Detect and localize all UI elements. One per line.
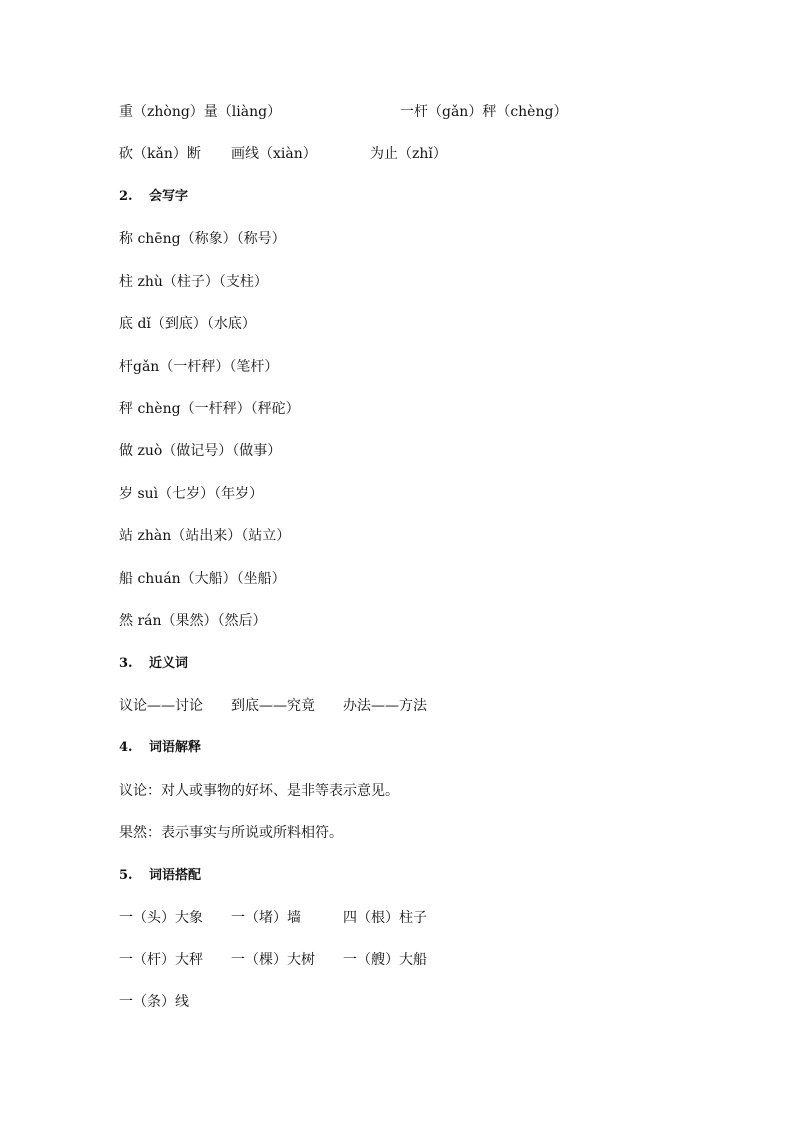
collocation-item: 一（棵）大树 — [231, 952, 315, 968]
section-title: 词语解释 — [149, 740, 202, 755]
section-number: 3. — [119, 656, 133, 671]
collocation-item: 一（杆）大秤 — [119, 952, 203, 968]
pinyin-item: 一杆（gǎn）秤（chèng） — [400, 104, 568, 120]
write-char-item: 杆gǎn（一杆秤）（笔杆） — [119, 359, 279, 375]
collocation-item: 四（根）柱子 — [343, 910, 427, 926]
collocation-item: 一（艘）大船 — [343, 952, 427, 968]
collocation-item: 一（头）大象 — [119, 910, 203, 926]
explanation-item: 果然：表示事实与所说或所料相符。 — [119, 825, 343, 841]
pinyin-item: 砍（kǎn）断 — [119, 146, 201, 162]
section-heading-synonyms — [119, 652, 188, 676]
section-number: 4. — [119, 740, 133, 755]
write-char-item: 柱 zhù（柱子）（支柱） — [119, 274, 268, 290]
pinyin-item: 为止（zhǐ） — [370, 146, 447, 162]
synonym-pair: 到底——究竟 — [231, 698, 315, 714]
collocation-item: 一（堵）墙 — [231, 910, 301, 926]
write-char-item: 然 rán（果然）（然后） — [119, 613, 267, 629]
explanation-item: 议论：对人或事物的好坏、是非等表示意见。 — [119, 783, 399, 799]
section-number: 2. — [119, 189, 133, 204]
write-char-item: 船 chuán（大船）（坐船） — [119, 571, 286, 587]
section-title: 近义词 — [149, 656, 189, 671]
synonym-pair: 议论——讨论 — [119, 698, 203, 714]
write-char-item: 岁 suì（七岁）（年岁） — [119, 486, 264, 502]
pinyin-item: 画线（xiàn） — [231, 146, 317, 162]
section-heading-write — [119, 185, 188, 209]
write-char-item: 做 zuò（做记号）（做事） — [119, 443, 282, 459]
write-char-item: 底 dǐ（到底）（水底） — [119, 316, 256, 332]
write-char-item: 称 chēng（称象）（称号） — [119, 231, 286, 247]
section-number: 5. — [119, 868, 133, 883]
section-title: 词语搭配 — [149, 868, 202, 883]
section-heading-collocation — [119, 864, 201, 888]
collocation-item: 一（条）线 — [119, 994, 189, 1010]
synonym-pair: 办法——方法 — [343, 698, 427, 714]
section-heading-explain — [119, 736, 201, 760]
section-title: 会写字 — [149, 189, 189, 204]
write-char-item: 站 zhàn（站出来）（站立） — [119, 528, 291, 544]
write-char-item: 秤 chèng（一杆秤）（秤砣） — [119, 401, 300, 417]
pinyin-item: 重（zhòng）量（liàng） — [119, 104, 282, 120]
